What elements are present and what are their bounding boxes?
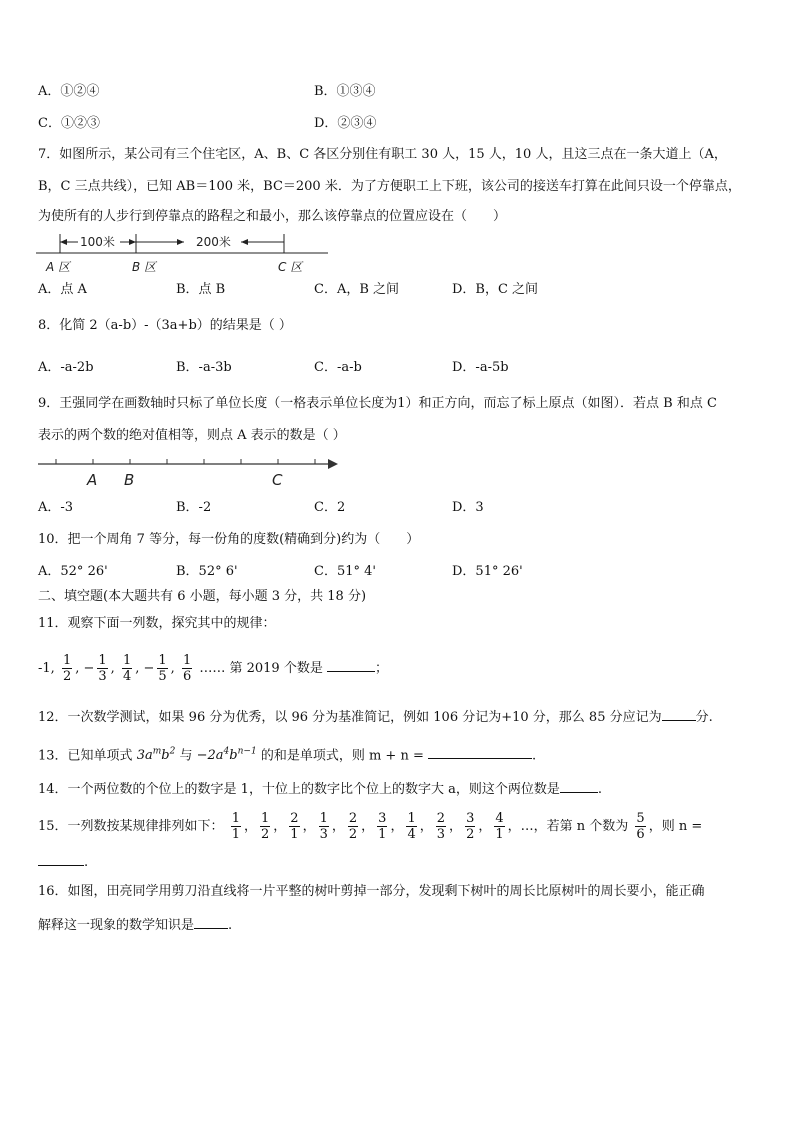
q16-stem-line1: 16．如图，田亮同学用剪刀沿直线将一片平整的树叶剪掉一部分，发现剩下树叶的周长比原树叶的周长要小，能正确 (38, 884, 705, 899)
q14-line (38, 780, 602, 798)
q11-stem: 11．观察下面一列数，探究其中的规律： (38, 616, 276, 631)
q7-stem-line3: 为使所有的人步行到停靠点的路程之和最小，那么该停靠点的位置应设在（ ） (38, 209, 507, 224)
q11-end-punct: ； (374, 661, 388, 676)
q13-answer-blank[interactable] (428, 746, 532, 759)
q15-term-fraction: $\frac{1}{2}$ (260, 811, 270, 842)
q15-comma: ， (449, 819, 463, 834)
q15-comma: ， (390, 819, 404, 834)
q6-option-c: C．①②③ (38, 116, 100, 131)
q16-stem-line2: 解释这一现象的数学知识是 (38, 918, 195, 933)
q14-end-punct: . (597, 782, 602, 797)
q11-answer-blank[interactable] (327, 659, 375, 672)
q7-option-d: D．B，C 之间 (452, 282, 539, 297)
q10-option-c: C．51° 4' (314, 564, 376, 579)
q11-fraction: $\frac{1}{5}$ (158, 653, 167, 684)
q7-option-a: A．点 A (38, 282, 87, 297)
q13-monomial-1: $3a^mb^2$ (136, 747, 176, 764)
q13-end-punct: . (531, 748, 537, 764)
q10-stem: 10．把一个周角 7 等分，每一份角的度数(精确到分)约为（ ） (38, 532, 420, 547)
q15-term-fraction: $\frac{3}{2}$ (466, 811, 475, 842)
q13-line (38, 744, 536, 764)
q13-stem: 13．已知单项式 (38, 748, 133, 764)
q15-end-punct: . (84, 855, 89, 870)
q9-option-a: A．-3 (38, 500, 74, 515)
q9-stem-line1: 9．王强同学在画数轴时只标了单位长度（一格表示单位长度为1）和正方向，而忘了标上原点（如图）．若点 B 和点 C (38, 396, 717, 411)
q15-term-fraction: $\frac{2}{1}$ (290, 811, 299, 842)
q15-term-fraction: $\frac{1}{4}$ (407, 811, 416, 842)
q12-post: 分. (695, 710, 713, 725)
q8-option-b: B．-a-3b (176, 360, 232, 375)
q12-line (38, 708, 713, 726)
q8-option-d: D．-a-5b (452, 360, 509, 375)
q11-sequence: -1, $\frac{1}{2}$ , − $\frac{1}{3}$ , $\frac{1}{4}$ , − $\frac{1}{5}$ , $\frac{1}{6}$ …… 第 2019 个数是 ； (38, 653, 388, 684)
q16-line2 (38, 916, 232, 934)
q14-answer-blank[interactable] (560, 780, 598, 793)
q15-term-fraction: $\frac{1}{3}$ (319, 811, 328, 842)
q15-term-fraction: $\frac{1}{1}$ (231, 811, 240, 842)
q7-label-a-zone: A 区 (46, 260, 71, 274)
q7-stem-line2: B，C 三点共线），已知 AB＝100 米，BC＝200 米．为了方便职工上下班，该公司的接送车打算在此间只设一个停靠点， (38, 179, 741, 194)
q11-fraction: $\frac{1}{2}$ (62, 653, 72, 684)
q7-label-100m: 100米 (80, 235, 115, 249)
q9-label-b: B (124, 471, 135, 489)
q7-label-c-zone: C 区 (278, 260, 303, 274)
q9-number-line (36, 452, 346, 492)
q15-term-fraction: $\frac{2}{3}$ (436, 811, 446, 842)
q15-comma: ， (331, 819, 345, 834)
q10-option-d: D．51° 26' (452, 564, 523, 579)
q12-answer-blank[interactable] (662, 708, 696, 721)
q9-label-a: A (87, 471, 98, 489)
q13-mid: 与 (179, 748, 193, 764)
q13-monomial-2: $-2a^4b^{n-1}$ (196, 747, 257, 764)
q7-stem-line1: 7．如图所示，某公司有三个住宅区，A、B、C 各区分别住有职工 30 人，15 人，10 人，且这三点在一条大道上（A， (38, 147, 727, 162)
q11-minus-sign: − (83, 661, 95, 676)
q14-stem: 14．一个两位数的个位上的数字是 1，十位上的数字比个位上的数字大 a，则这个两位数是 (38, 782, 560, 797)
q11-tail: …… 第 2019 个数是 (199, 661, 323, 676)
q8-stem: 8．化简 2（a-b）-（3a+b）的结果是（ ） (38, 318, 292, 333)
section-2-heading: 二、填空题(本大题共有 6 小题，每小题 3 分，共 18 分) (38, 589, 367, 604)
q15-answer-blank[interactable] (38, 853, 84, 866)
q15-stem: 15．一列数按某规律排列如下： (38, 819, 224, 834)
q7-label-200m: 200米 (196, 235, 231, 249)
q15-comma: ， (361, 819, 375, 834)
q15-comma: ， (478, 819, 492, 834)
q8-option-a: A．-a-2b (38, 360, 94, 375)
q7-option-c: C．A，B 之间 (314, 282, 400, 297)
q15-sequence (228, 811, 508, 842)
q13-post: 的和是单项式，则 m + n = (260, 748, 424, 764)
q15-line2 (38, 853, 88, 871)
arrow-right-icon (328, 459, 338, 469)
q9-option-d: D．3 (452, 500, 484, 515)
q6-option-a: A．①②④ (38, 84, 100, 99)
q6-option-d: D．②③④ (314, 116, 377, 131)
q10-option-a: A．52° 26' (38, 564, 108, 579)
q6-option-b: B．①③④ (314, 84, 376, 99)
q11-fraction: $\frac{1}{6}$ (182, 653, 192, 684)
q7-label-b-zone: B 区 (132, 260, 157, 274)
q15-term-fraction: $\frac{3}{1}$ (378, 811, 387, 842)
q9-option-b: B．-2 (176, 500, 212, 515)
q12-stem: 12．一次数学测试，如果 96 分为优秀，以 96 分为基准简记，例如 106 分记为+10 分，那么 85 分应记为 (38, 710, 662, 725)
q15-comma: ， (243, 819, 257, 834)
q15-comma: ， (273, 819, 287, 834)
q16-answer-blank[interactable] (194, 916, 228, 929)
q15-target-fraction: $\frac{5}{6}$ (636, 811, 645, 842)
q8-option-c: C．-a-b (314, 360, 362, 375)
q9-option-c: C．2 (314, 500, 346, 515)
q7-option-b: B．点 B (176, 282, 226, 297)
q11-fraction: $\frac{1}{3}$ (98, 653, 107, 684)
q9-label-c: C (272, 471, 283, 489)
q15-comma: ， (419, 819, 433, 834)
q15-comma: ， (302, 819, 316, 834)
q11-fraction: $\frac{1}{4}$ (122, 653, 132, 684)
q7-road-diagram (36, 228, 336, 276)
q15-term-fraction: $\frac{4}{1}$ (495, 811, 504, 842)
q16-end-punct: . (228, 918, 233, 933)
q15-term-fraction: $\frac{2}{2}$ (348, 811, 358, 842)
q11-minus-sign: − (143, 661, 155, 676)
q10-option-b: B．52° 6' (176, 564, 238, 579)
q15-ellipsis: ，…，若第 n 个数为 (507, 819, 629, 834)
q15-line (38, 807, 702, 847)
q15-post: ，则 n = (648, 819, 703, 834)
q11-first-term: -1, (38, 661, 55, 676)
q9-stem-line2: 表示的两个数的绝对值相等，则点 A 表示的数是（ ） (38, 428, 346, 443)
